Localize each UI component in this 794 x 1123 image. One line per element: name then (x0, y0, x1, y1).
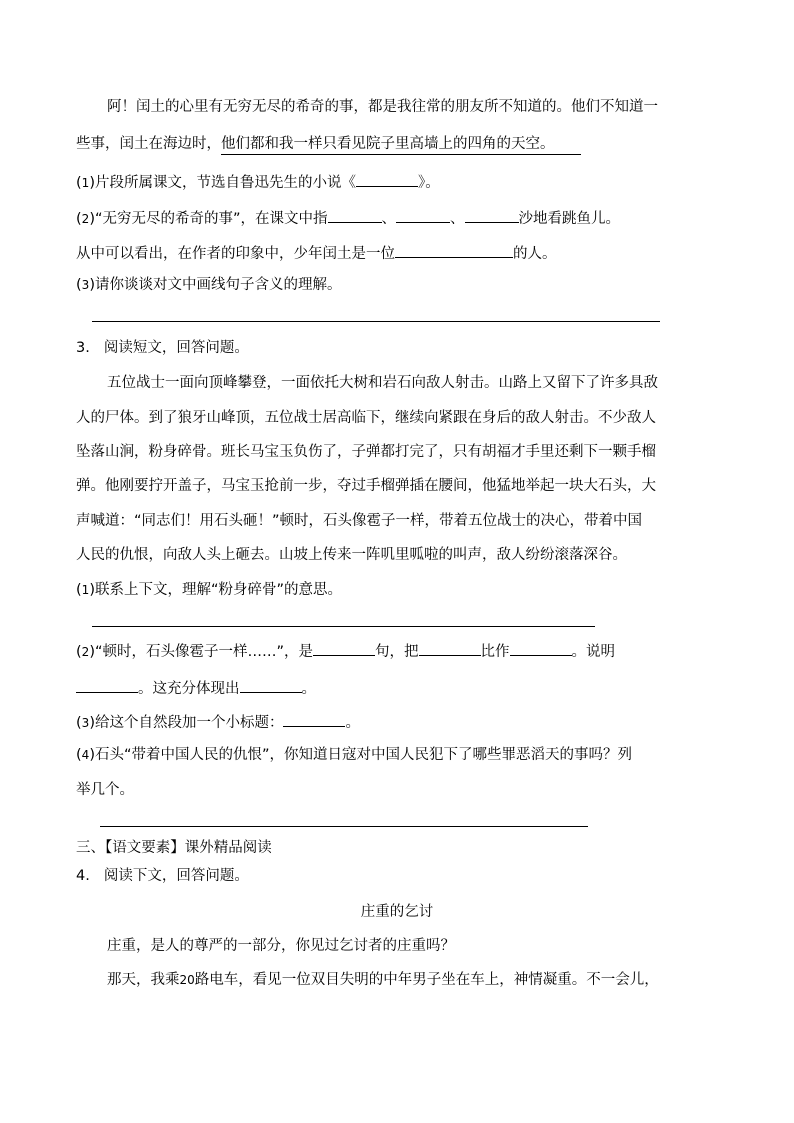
answer-blank[interactable] (313, 640, 375, 656)
q4-instruction: 阅读下文，回答问题。 (103, 868, 249, 884)
q2-sub2: (2)“无穷无尽的希奇的事”，在课文中指 、 、 沙地看跳鱼儿。 (76, 207, 620, 229)
q4-paragraph-2 (107, 970, 659, 990)
q3-passage-line: 坠落山涧，粉身碎骨。班长马宝玉负伤了，子弹都打完了，只有胡福才手里还剩下一颗手榴 (76, 444, 656, 460)
q2-sub1-end: 》。 (417, 175, 440, 191)
q3-header (76, 338, 249, 358)
q3-sub4: (4)石头“带着中国人民的仇恨”，你知道日寇对中国人民犯下了哪些罪恶滔天的事吗？列 (76, 747, 633, 763)
section-heading: 三、【语文要素】课外精品阅读 (76, 840, 272, 856)
q3-sub2-line2 (76, 677, 316, 699)
q2-sub1-text: 片段所属课文，节选自鲁迅先生的小说《 (94, 175, 356, 191)
q4-paragraph-1: 庄重，是人的尊严的一部分，你见过乞讨者的庄重吗？ (107, 938, 455, 954)
q4-header (76, 866, 249, 886)
answer-blank[interactable] (510, 640, 572, 656)
answer-blank[interactable] (419, 640, 481, 656)
q2-sub3-number: 3 (81, 278, 90, 292)
passage-line-2 (76, 134, 581, 154)
q3-sub2: (2)“顿时，石头像雹子一样……”，是 句，把 比作 。说明 (76, 640, 615, 662)
q2-sub2-line2 (76, 242, 557, 264)
q3-sub3-end: 。 (345, 715, 360, 731)
answer-blank[interactable] (465, 207, 519, 223)
q3-sub1-text: 联系上下文，理解“粉身碎骨”的意思。 (94, 582, 343, 598)
q2-sub2-end: 沙地看跳鱼儿。 (518, 211, 621, 227)
q2-sub1-number: 1 (81, 176, 90, 190)
passage-line-1: 阿！闰土的心里有无穷无尽的希奇的事，都是我往常的朋友所不知道的。他们不知道一 (107, 99, 658, 115)
q3-passage-line: 人民的仇恨，向敌人头上砸去。山坡上传来一阵叽里呱啦的叫声，敌人纷纷滚落深谷。 (76, 547, 627, 563)
q3-sub1-number: 1 (81, 583, 90, 597)
q3-passage-line: 声喊道：“同志们！用石头砸！”顿时，石头像雹子一样，带着五位战士的决心，带着中国 (76, 513, 643, 529)
answer-blank[interactable] (396, 207, 450, 223)
q3-instruction: 阅读短文，回答问题。 (103, 340, 249, 356)
answer-blank[interactable] (356, 171, 418, 187)
answer-line[interactable] (92, 626, 595, 627)
answer-blank[interactable] (328, 207, 382, 223)
q3-number: 3. (76, 340, 90, 356)
q2-sub2-text: “无穷无尽的希奇的事”，在课文中指 (94, 211, 328, 227)
q3-passage-line: 五位战士一面向顶峰攀登，一面依托大树和岩石向敌人射击。山路上又留下了许多具敌 (107, 375, 658, 391)
q3-sub2-text: 。说明 (571, 644, 616, 660)
q3-sub4-number: 4 (81, 748, 90, 762)
q3-sub2-text: 比作 (480, 644, 510, 660)
q3-sub2-text: “顿时，石头像雹子一样……”，是 (94, 644, 314, 660)
q2-sub2-line2-text: 从中可以看出，在作者的印象中，少年闰土是一位 (76, 246, 395, 262)
q3-sub2-text: 句，把 (375, 644, 419, 660)
q2-sub3-text: 请你谈谈对文中画线句子含义的理解。 (94, 277, 342, 293)
answer-blank[interactable] (76, 677, 138, 693)
q3-sub2-line2-text: 。这充分体现出 (138, 681, 240, 697)
separator: 、 (450, 211, 465, 227)
answer-blank[interactable] (283, 711, 345, 727)
answer-blank[interactable] (240, 677, 302, 693)
q2-sub1: (1)片段所属课文，节选自鲁迅先生的小说《 》。 (76, 171, 440, 193)
separator: 、 (381, 211, 397, 227)
bus-number: 20 (179, 973, 195, 987)
q3-passage-line: 人的尸体。到了狼牙山峰顶，五位战士居高临下，继续向紧跟在身后的敌人射击。不少敌人 (76, 410, 656, 426)
q2-sub2-number: 2 (81, 212, 90, 226)
answer-line[interactable] (92, 321, 660, 322)
answer-blank[interactable] (395, 242, 513, 258)
q3-sub2-number: 2 (81, 645, 90, 659)
q4-number: 4. (76, 868, 90, 884)
q3-sub3-number: 3 (81, 716, 90, 730)
q3-sub4-line2: 举几个。 (76, 782, 134, 798)
underlined-sentence: 他们都和我一样只看见院子里高墙上的四角的天空。 (221, 136, 581, 155)
q3-passage-line: 弹。他刚要拧开盖子，马宝玉抢前一步，夺过手榴弹插在腰间，他猛地举起一块大石头，大 (76, 478, 656, 494)
q2-sub3: (3)请你谈谈对文中画线句子含义的理解。 (76, 277, 342, 293)
q4-paragraph-2-text: 那天，我乘 (107, 972, 180, 988)
q3-sub2-line2-end: 。 (301, 681, 316, 697)
q3-sub4-text: 石头“带着中国人民的仇恨”，你知道日寇对中国人民犯下了哪些罪恶滔天的事吗？列 (94, 747, 633, 763)
passage-line-2-prefix: 些事，闰土在海边时， (76, 136, 221, 152)
q3-sub3-text: 给这个自然段加一个小标题： (94, 715, 284, 731)
q4-paragraph-2-text: 路电车，看见一位双目失明的中年男子坐在车上，神情凝重。不一会儿， (194, 972, 659, 988)
q4-title: 庄重的乞讨 (360, 904, 434, 920)
q3-sub3: (3)给这个自然段加一个小标题： 。 (76, 711, 360, 733)
q3-sub1: (1)联系上下文，理解“粉身碎骨”的意思。 (76, 582, 343, 598)
q2-sub2-line2-end: 的人。 (513, 246, 557, 262)
answer-line[interactable] (100, 826, 588, 827)
